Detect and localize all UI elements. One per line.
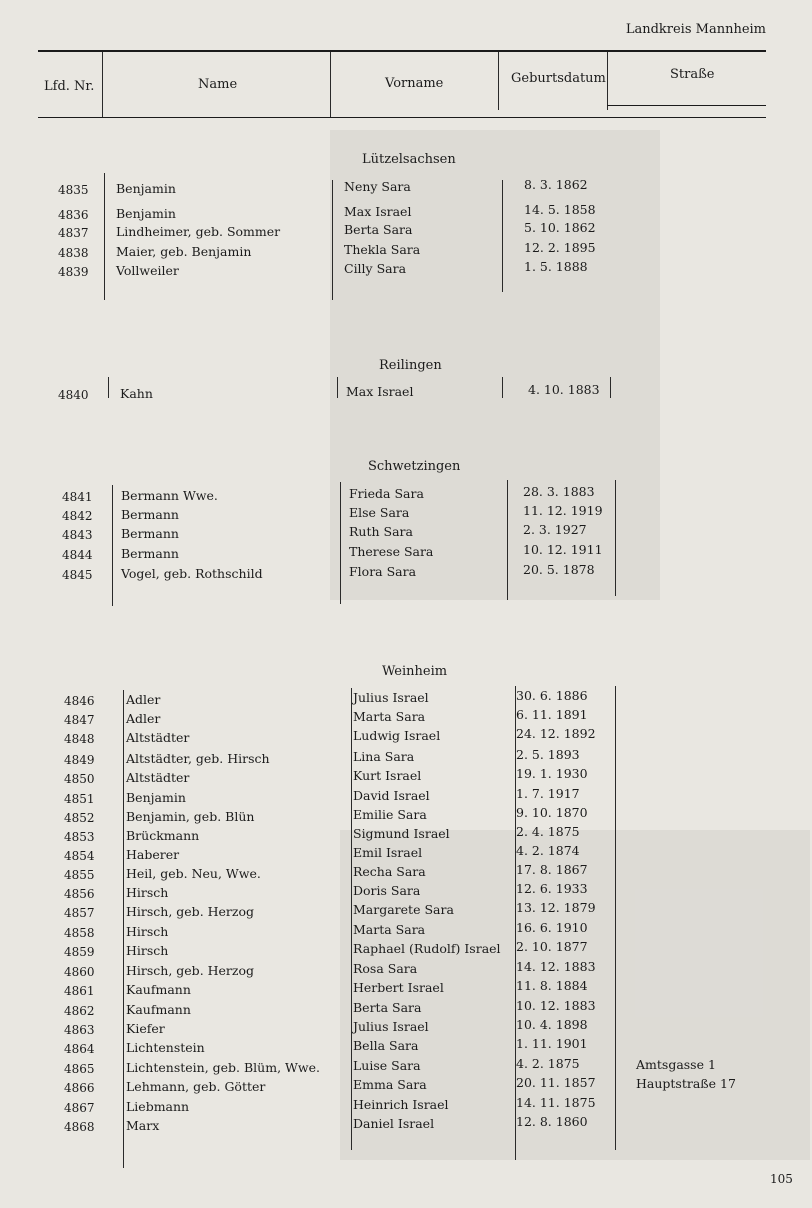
row-birthdate: 17. 8. 1867 (516, 862, 588, 877)
row-number: 4868 (64, 1120, 95, 1134)
column-header-vorname: Vorname (385, 76, 444, 91)
row-name: Vogel, geb. Rothschild (121, 566, 263, 581)
row-vorname: Julius Israel (353, 1019, 429, 1034)
row-birthdate: 2. 10. 1877 (516, 939, 588, 954)
row-number: 4866 (64, 1081, 95, 1095)
row-name: Haberer (126, 847, 180, 862)
column-rule (108, 377, 109, 398)
row-birthdate: 2. 4. 1875 (516, 824, 580, 839)
column-rule (123, 690, 124, 1168)
row-name: Kiefer (126, 1021, 165, 1036)
row-birthdate: 12. 6. 1933 (516, 881, 588, 896)
row-vorname: Margarete Sara (353, 902, 454, 917)
column-rule (610, 377, 611, 398)
row-number: 4862 (64, 1004, 95, 1018)
row-vorname: Neny Sara (344, 179, 411, 194)
row-vorname: Recha Sara (353, 864, 426, 879)
row-vorname: Raphael (Rudolf) Israel (353, 941, 501, 956)
row-birthdate: 16. 6. 1910 (516, 920, 588, 935)
row-number: 4859 (64, 945, 95, 959)
row-vorname: Marta Sara (353, 709, 426, 724)
row-number: 4842 (62, 509, 93, 523)
column-header-strasse: Straße (670, 67, 715, 82)
column-rule (615, 480, 616, 596)
row-birthdate: 11. 12. 1919 (523, 503, 603, 518)
row-number: 4837 (58, 226, 89, 240)
row-vorname: Doris Sara (353, 883, 421, 898)
row-number: 4852 (64, 811, 95, 825)
row-number: 4857 (64, 906, 95, 920)
row-name: Kaufmann (126, 982, 191, 997)
row-number: 4854 (64, 849, 95, 863)
row-number: 4836 (58, 208, 89, 222)
column-rule (340, 482, 341, 604)
row-name: Vollweiler (116, 263, 179, 278)
header-bottom-rule (38, 117, 766, 118)
row-vorname: Emma Sara (353, 1077, 427, 1092)
row-birthdate: 10. 4. 1898 (516, 1017, 588, 1032)
column-rule (337, 377, 338, 398)
row-name: Benjamin (126, 790, 186, 805)
row-birthdate: 2. 5. 1893 (516, 747, 580, 762)
row-vorname: Lina Sara (353, 749, 415, 764)
row-name: Kaufmann (126, 1002, 191, 1017)
row-birthdate: 30. 6. 1886 (516, 688, 588, 703)
row-vorname: David Israel (353, 788, 430, 803)
row-name: Hirsch, geb. Herzog (126, 963, 255, 978)
row-birthdate: 1. 11. 1901 (516, 1036, 588, 1051)
row-vorname: Max Israel (344, 204, 412, 219)
row-number: 4864 (64, 1042, 95, 1056)
row-birthdate: 14. 12. 1883 (516, 959, 596, 974)
row-name: Marx (126, 1118, 160, 1133)
table-header (0, 0, 812, 125)
column-divider (607, 52, 608, 110)
section-title: Weinheim (382, 664, 448, 679)
section-title: Schwetzingen (368, 459, 461, 474)
row-number: 4858 (64, 926, 95, 940)
row-birthdate: 28. 3. 1883 (523, 484, 595, 499)
row-name: Maier, geb. Benjamin (116, 244, 252, 259)
row-name: Adler (126, 692, 161, 707)
row-vorname: Cilly Sara (344, 261, 407, 276)
row-name: Benjamin, geb. Blün (126, 809, 255, 824)
row-name: Altstädter (126, 770, 190, 785)
row-birthdate: 14. 11. 1875 (516, 1095, 596, 1110)
row-vorname: Max Israel (346, 384, 414, 399)
row-number: 4860 (64, 965, 95, 979)
section-title: Lützelsachsen (362, 152, 456, 167)
row-number: 4838 (58, 246, 89, 260)
row-name: Brückmann (126, 828, 200, 843)
row-name: Altstädter, geb. Hirsch (126, 751, 270, 766)
region-title: Landkreis Mannheim (625, 22, 766, 37)
row-number: 4850 (64, 772, 95, 786)
row-birthdate: 4. 2. 1874 (516, 843, 580, 858)
row-name: Lichtenstein, geb. Blüm, Wwe. (126, 1060, 320, 1075)
row-birthdate: 8. 3. 1862 (524, 177, 588, 192)
row-name: Hirsch (126, 943, 169, 958)
row-vorname: Thekla Sara (344, 242, 421, 257)
row-number: 4835 (58, 183, 89, 197)
column-divider (498, 52, 499, 110)
row-name: Lindheimer, geb. Sommer (116, 224, 281, 239)
row-name: Adler (126, 711, 161, 726)
row-number: 4855 (64, 868, 95, 882)
row-vorname: Julius Israel (353, 690, 429, 705)
row-number: 4845 (62, 568, 93, 582)
row-number: 4856 (64, 887, 95, 901)
row-name: Bermann (121, 546, 179, 561)
page-number: 105 (770, 1172, 793, 1186)
row-vorname: Else Sara (349, 505, 410, 520)
row-name: Bermann (121, 507, 179, 522)
row-number: 4865 (64, 1062, 95, 1076)
row-vorname: Emilie Sara (353, 807, 427, 822)
row-birthdate: 24. 12. 1892 (516, 726, 596, 741)
row-number: 4851 (64, 792, 95, 806)
row-name: Hirsch, geb. Herzog (126, 904, 255, 919)
row-vorname: Kurt Israel (353, 768, 422, 783)
row-vorname: Ruth Sara (349, 524, 413, 539)
column-header-lfd-nr: Lfd. Nr. (44, 79, 95, 94)
row-birthdate: 4. 10. 1883 (528, 382, 600, 397)
row-street: Hauptstraße 17 (636, 1076, 736, 1091)
row-name: Heil, geb. Neu, Wwe. (126, 866, 261, 881)
column-rule (615, 686, 616, 1150)
row-name: Hirsch (126, 885, 169, 900)
row-birthdate: 10. 12. 1883 (516, 998, 596, 1013)
row-name: Benjamin (116, 181, 176, 196)
column-rule (507, 480, 508, 600)
row-number: 4853 (64, 830, 95, 844)
row-vorname: Marta Sara (353, 922, 426, 937)
row-birthdate: 2. 3. 1927 (523, 522, 587, 537)
row-street: Amtsgasse 1 (636, 1057, 716, 1072)
column-divider (102, 52, 103, 117)
row-vorname: Berta Sara (344, 222, 413, 237)
row-name: Liebmann (126, 1099, 190, 1114)
row-birthdate: 4. 2. 1875 (516, 1056, 580, 1071)
column-header-name: Name (198, 77, 238, 92)
row-number: 4846 (64, 694, 95, 708)
row-name: Lehmann, geb. Götter (126, 1079, 266, 1094)
row-vorname: Frieda Sara (349, 486, 424, 501)
row-name: Kahn (120, 386, 153, 401)
row-name: Bermann Wwe. (121, 488, 218, 503)
row-name: Benjamin (116, 206, 176, 221)
column-rule (502, 377, 503, 398)
row-number: 4847 (64, 713, 95, 727)
row-birthdate: 10. 12. 1911 (523, 542, 603, 557)
row-vorname: Sigmund Israel (353, 826, 450, 841)
column-rule (351, 688, 352, 1150)
row-vorname: Herbert Israel (353, 980, 444, 995)
row-name: Hirsch (126, 924, 169, 939)
row-vorname: Flora Sara (349, 564, 417, 579)
row-birthdate: 11. 8. 1884 (516, 978, 588, 993)
row-birthdate: 13. 12. 1879 (516, 900, 596, 915)
row-number: 4844 (62, 548, 93, 562)
row-vorname: Ludwig Israel (353, 728, 441, 743)
row-vorname: Therese Sara (349, 544, 434, 559)
row-vorname: Daniel Israel (353, 1116, 435, 1131)
row-number: 4867 (64, 1101, 95, 1115)
column-rule (502, 180, 503, 292)
row-vorname: Luise Sara (353, 1058, 421, 1073)
row-vorname: Berta Sara (353, 1000, 422, 1015)
column-header-geburtsdatum: Geburtsdatum (511, 71, 606, 86)
row-vorname: Bella Sara (353, 1038, 419, 1053)
column-rule (104, 173, 105, 300)
row-number: 4863 (64, 1023, 95, 1037)
row-vorname: Emil Israel (353, 845, 423, 860)
header-top-rule (38, 50, 766, 52)
row-birthdate: 9. 10. 1870 (516, 805, 588, 820)
row-birthdate: 1. 7. 1917 (516, 786, 580, 801)
column-rule (112, 485, 113, 606)
street-underline (607, 105, 766, 106)
row-number: 4841 (62, 490, 93, 504)
row-vorname: Rosa Sara (353, 961, 418, 976)
column-rule (332, 180, 333, 300)
row-birthdate: 20. 5. 1878 (523, 562, 595, 577)
section-title: Reilingen (379, 358, 442, 373)
row-number: 4849 (64, 753, 95, 767)
row-birthdate: 5. 10. 1862 (524, 220, 596, 235)
row-birthdate: 20. 11. 1857 (516, 1075, 596, 1090)
row-birthdate: 12. 2. 1895 (524, 240, 596, 255)
row-number: 4839 (58, 265, 89, 279)
column-divider (330, 52, 331, 117)
row-birthdate: 6. 11. 1891 (516, 707, 588, 722)
row-vorname: Heinrich Israel (353, 1097, 449, 1112)
row-birthdate: 14. 5. 1858 (524, 202, 596, 217)
row-name: Lichtenstein (126, 1040, 205, 1055)
row-name: Bermann (121, 526, 179, 541)
row-number: 4843 (62, 528, 93, 542)
row-number: 4840 (58, 388, 89, 402)
row-birthdate: 1. 5. 1888 (524, 259, 588, 274)
row-birthdate: 12. 8. 1860 (516, 1114, 588, 1129)
row-number: 4861 (64, 984, 95, 998)
row-birthdate: 19. 1. 1930 (516, 766, 588, 781)
row-number: 4848 (64, 732, 95, 746)
row-name: Altstädter (126, 730, 190, 745)
